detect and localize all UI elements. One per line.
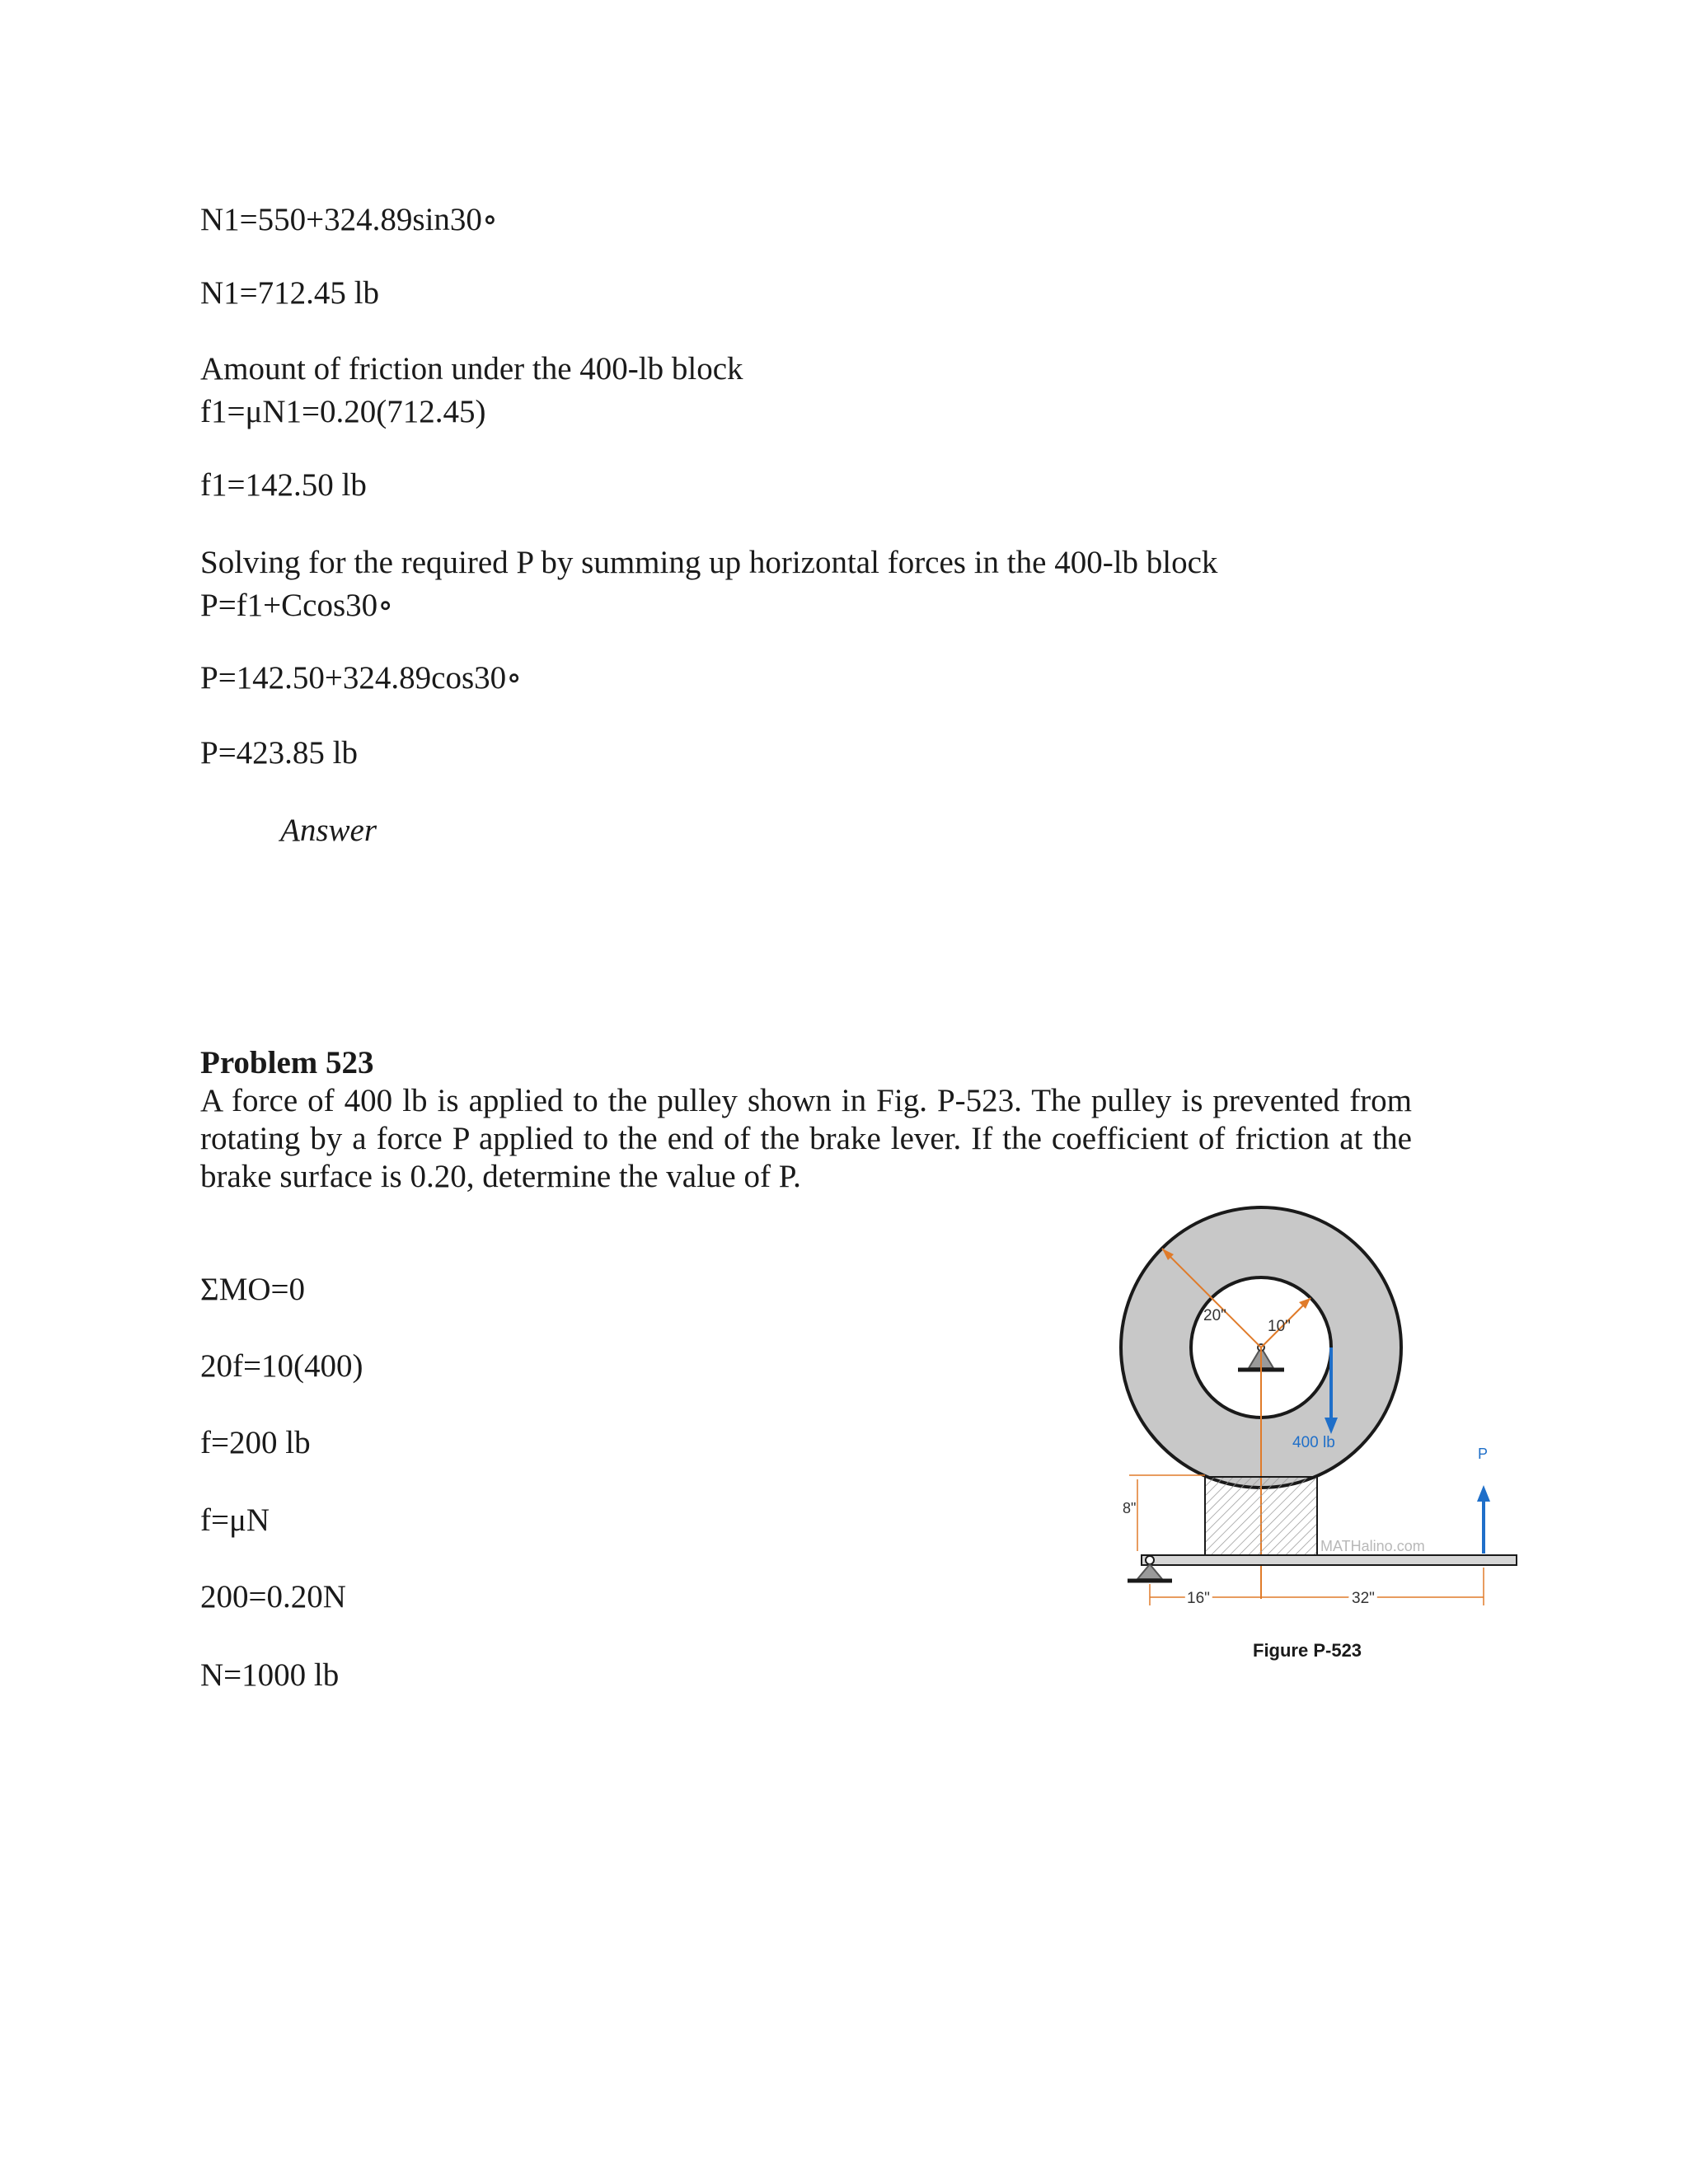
inner-radius-label: 10" bbox=[1268, 1318, 1291, 1335]
f1-value: f1=142.50 lb bbox=[200, 467, 367, 503]
friction-intro-text: Amount of friction under the 400-lb block bbox=[200, 351, 743, 387]
force-p-label: P bbox=[1478, 1446, 1489, 1462]
normal-force-value: N=1000 lb bbox=[200, 1657, 340, 1693]
moment-substitution: 20f=10(400) bbox=[200, 1348, 363, 1384]
p-value: P=423.85 lb bbox=[200, 735, 359, 771]
brake-lever bbox=[1142, 1555, 1517, 1565]
moment-equation: ΣMO=0 bbox=[200, 1272, 306, 1307]
f1-expression: f1=μN1=0.20(712.45) bbox=[200, 394, 486, 429]
outer-radius-label: 20" bbox=[1203, 1307, 1226, 1324]
problem-statement: A force of 400 lb is applied to the pulley shown in Fig. P-523. The pulley is prevented from rotating by a force P applied to the end of the brake lever. If the coefficient of friction at the brake surface is 0.20, determine the value of P. bbox=[200, 1083, 1412, 1194]
n1-expression: N1=550+324.89sin30∘ bbox=[200, 202, 499, 237]
friction-value: f=200 lb bbox=[200, 1425, 311, 1460]
figure-p523 bbox=[1104, 1195, 1533, 1673]
lever-hinge-support bbox=[1137, 1564, 1162, 1579]
offset-8-label: 8" bbox=[1123, 1500, 1137, 1516]
figure-caption: Figure P-523 bbox=[1253, 1640, 1362, 1661]
n1-value: N1=712.45 lb bbox=[200, 275, 379, 311]
dim-32-label: 32" bbox=[1352, 1590, 1375, 1607]
brake-shoe-block bbox=[1205, 1477, 1317, 1555]
problem-title: Problem 523 bbox=[200, 1045, 374, 1080]
friction-substitution: 200=0.20N bbox=[200, 1579, 346, 1615]
answer-label: Answer bbox=[280, 813, 377, 848]
force-400-label: 400 lb bbox=[1292, 1434, 1335, 1451]
p-intro-text: Solving for the required P by summing up horizontal forces in the 400-lb block bbox=[200, 545, 1218, 580]
p-substitution: P=142.50+324.89cos30∘ bbox=[200, 660, 523, 696]
dim-16-label: 16" bbox=[1187, 1590, 1210, 1607]
p-expression: P=f1+Ccos30∘ bbox=[200, 588, 394, 623]
watermark-text: MATHalino.com bbox=[1320, 1538, 1425, 1554]
friction-equation: f=μN bbox=[200, 1502, 270, 1538]
force-p-arrowhead bbox=[1477, 1485, 1490, 1502]
pulley-brake-diagram bbox=[1104, 1195, 1533, 1673]
